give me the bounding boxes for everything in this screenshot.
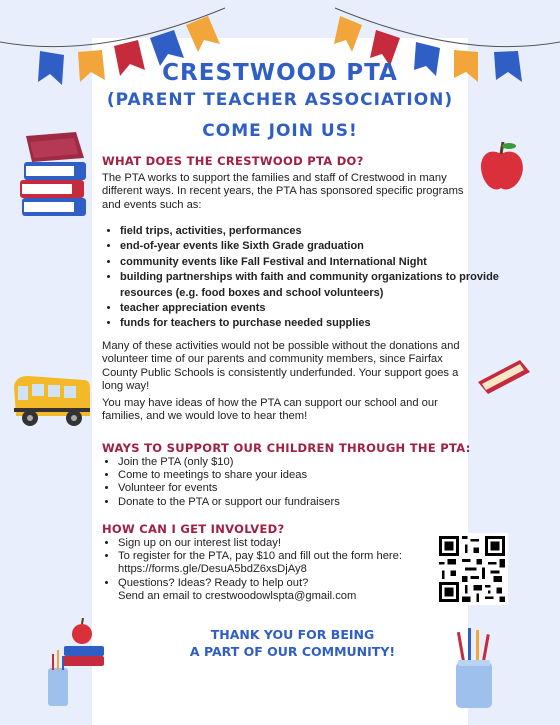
section-heading-what: WHAT DOES THE CRESTWOOD PTA DO? [102, 154, 364, 168]
list-item: • teacher appreciation events [120, 301, 500, 316]
page-subtitle: (PARENT TEACHER ASSOCIATION) [106, 90, 454, 110]
list-item [118, 577, 458, 603]
page-title: CRESTWOOD PTA [162, 60, 398, 86]
qr-code-icon[interactable] [436, 533, 508, 605]
list-item: • field trips, activities, performances [120, 224, 500, 239]
intro-paragraph: The PTA works to support the families and staff of Crestwood in many different ways. In recent years, the PTA has sponsored specific programs and events such as: [102, 172, 464, 211]
section-heading-involved: HOW CAN I GET INVOLVED? [102, 522, 285, 536]
list-item: • Volunteer for events [118, 482, 478, 495]
donations-paragraph: Many of these activities would not be possible without the donations and volunteer time of our parents and community members, since Fairfax County Public Schools is consistently underfunded. Your support goes a long way! [102, 340, 460, 392]
list-item: • Donate to the PTA or support our fundraisers [118, 496, 478, 509]
list-item [118, 550, 458, 576]
book-icon [474, 356, 534, 400]
list-item: • funds for teachers to purchase needed supplies [120, 316, 500, 331]
apple-icon [476, 138, 526, 194]
involved-list [102, 537, 458, 603]
questions-text: Questions? Ideas? Ready to help out? [118, 576, 309, 589]
list-item: • Join the PTA (only $10) [118, 456, 478, 469]
pencil-cup-icon [452, 624, 498, 710]
list-item: • building partnerships with faith and community organizations to provide resources (e.g. food boxes and school volunteers) [120, 270, 500, 301]
list-item: • end-of-year events like Sixth Grade graduation [120, 239, 500, 254]
register-link[interactable]: https://forms.gle/DesuA5bdZ6xsDjAy8 [118, 563, 307, 576]
support-list [102, 456, 478, 509]
tagline: COME JOIN US! [202, 121, 358, 141]
list-item: • Sign up on our interest list today! [118, 537, 458, 550]
closing-line-1: THANK YOU FOR BEING [210, 627, 375, 642]
ideas-paragraph: You may have ideas of how the PTA can support our school and our families, and we would love to hear them! [102, 397, 438, 423]
list-item: • Come to meetings to share your ideas [118, 469, 478, 482]
programs-list [102, 224, 500, 332]
school-bus-icon [10, 368, 94, 434]
register-text: To register for the PTA, pay $10 and fill out the form here: [118, 550, 402, 563]
book-stack-icon [14, 128, 94, 224]
section-heading-ways: WAYS TO SUPPORT OUR CHILDREN THROUGH THE PTA: [102, 441, 471, 455]
closing-line-2: A PART OF OUR COMMUNITY! [189, 644, 396, 659]
list-item: • community events like Fall Festival and International Night [120, 255, 500, 270]
email-text[interactable]: Send an email to crestwoodowlspta@gmail.com [118, 589, 357, 602]
